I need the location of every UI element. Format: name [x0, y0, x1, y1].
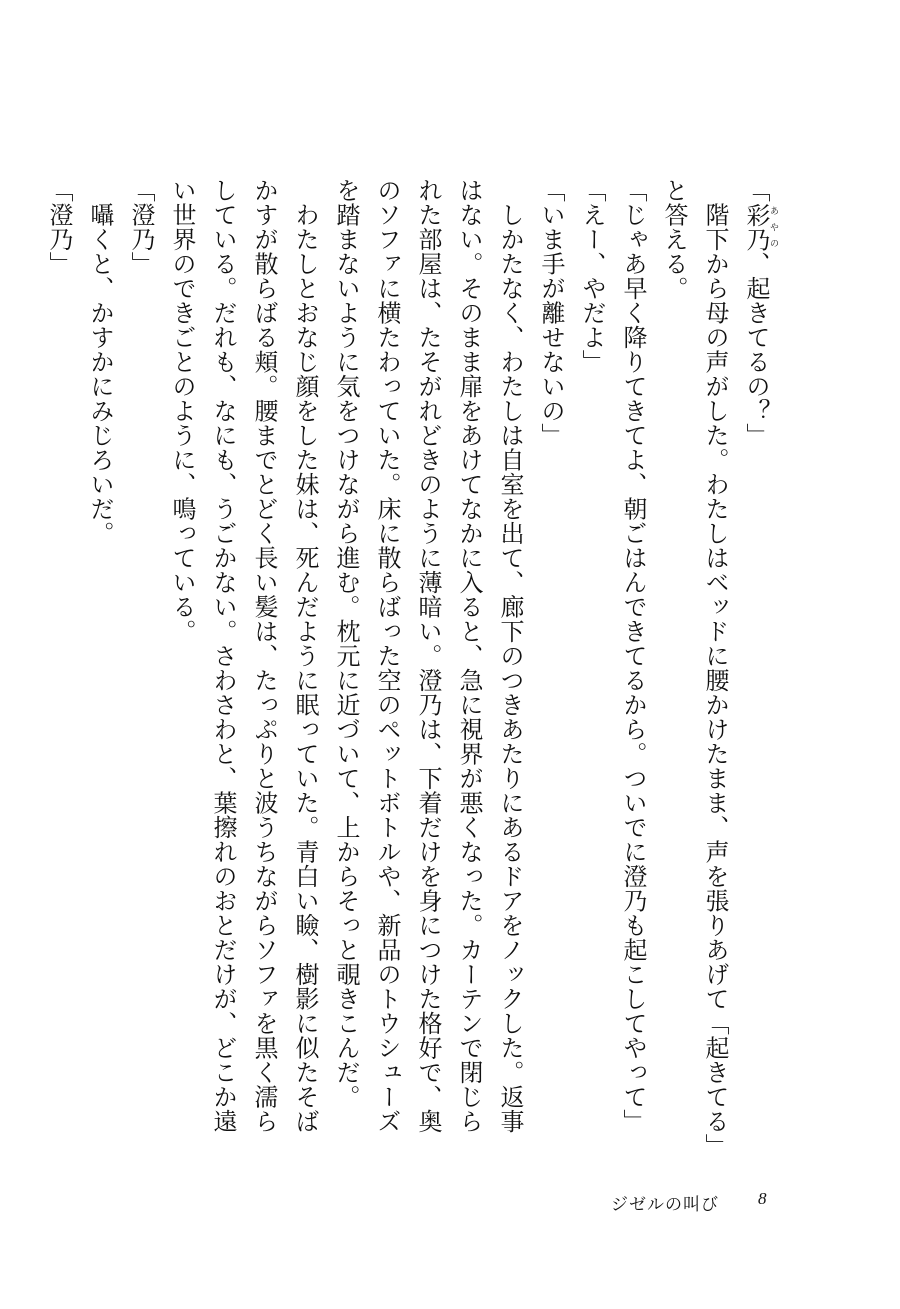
book-title: ジゼルの叫び [611, 1195, 719, 1215]
dialogue-line: 「じゃあ早く降りてきてよ、朝ごはんできてるから。ついでに澄乃も起こしてやって」 [619, 178, 647, 1134]
quote-rest: 、起きてるの？」 [742, 251, 770, 448]
dialogue-line: 「えー、やだよ」 [578, 178, 606, 374]
dialogue-line: 「いま手が離せないの」 [537, 178, 565, 448]
ruby-base: 彩乃 [742, 202, 770, 252]
page-footer [0, 1190, 900, 1220]
dialogue-line [735, 178, 778, 1148]
narration-paragraph: 囁くと、かすかにみじろいだ。 [86, 178, 114, 546]
ruby-name [742, 202, 778, 252]
quote-open: 「 [742, 178, 770, 203]
narration-paragraph: しかたなく、わたしは自室を出て、廊下のつきあたりにあるドアをノックした。返事はない。そのまま扉をあけてなかに入ると、急に視界が悪くなった。カーテンで閉じられた部屋は、たそがれどきのように薄暗い。澄乃は、下着だけを身につけた格好で、奥のソファに横たわっていた。床に散らばった空のペットボトルや、新品のトウシューズを踏まないように気をつけながら進む。枕元に近づいて、上からそっと覗きこんだ。 [332, 178, 524, 1134]
narration-paragraph: わたしとおなじ顔をした妹は、死んだように眠っていた。青白い瞼、樹影に似たそばかすが散らばる頬。腰までとどく長い髪は、たっぷりと波うちながらソファを黒く濡らしている。だれも、なにも、うごかない。さわさわと、葉擦れのおとだけが、どこか遠い世界のできごとのように、鳴っている。 [168, 178, 319, 1134]
page-number: 8 [758, 1189, 767, 1208]
ruby-reading: あやの [768, 202, 778, 252]
dialogue-line: 「澄乃」 [127, 178, 155, 276]
dialogue-line: 「澄乃」 [45, 178, 73, 276]
narration-paragraph: 階下から母の声がした。わたしはベッドに腰かけたまま、声を張りあげて「起きてる」と答える。 [660, 178, 729, 1146]
novel-body-text [45, 178, 778, 1148]
